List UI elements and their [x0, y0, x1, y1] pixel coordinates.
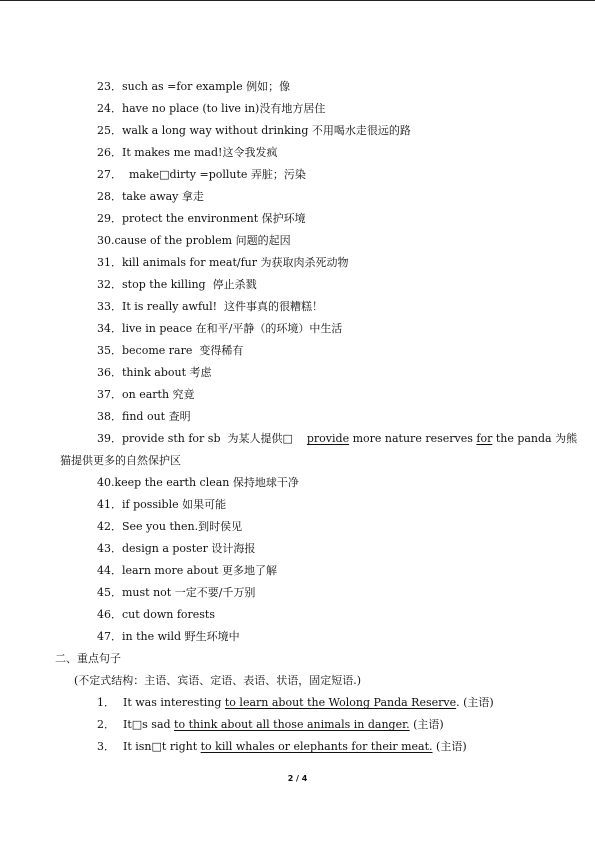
phrase-item: 32．stop the killing 停止杀戮 [97, 278, 257, 291]
phrase-item: 25．walk a long way without drinking 不用喝水走很远的路 [97, 124, 411, 137]
phrase-item: 35．become rare 变得稀有 [97, 344, 244, 357]
phrase-item: 38．find out 查明 [97, 410, 191, 423]
sentence-item: 3． It isn□t right to kill whales or elephants for their meat. (主语) [97, 740, 467, 753]
phrase-item: 40.keep the earth clean 保持地球干净 [97, 476, 299, 489]
section-note: (不定式结构：主语、宾语、定语、表语、状语，固定短语.) [74, 674, 362, 687]
phrase-item: 23．such as =for example 例如；像 [97, 80, 291, 93]
phrase-item: 36．think about 考虑 [97, 366, 212, 379]
phrase-item: 24．have no place (to live in)没有地方居住 [97, 102, 326, 115]
section-heading: 二、重点句子 [55, 652, 121, 665]
phrase-item: 26．It makes me mad!这令我发疯 [97, 146, 278, 159]
top-rule [0, 0, 595, 1]
phrase-item: 37．on earth 究竟 [97, 388, 195, 401]
phrase-item: 43．design a poster 设计海报 [97, 542, 256, 555]
sentence-item: 2． It□s sad to think about all those animals in danger. (主语) [97, 718, 444, 731]
phrase-item: 45．must not 一定不要/千万别 [97, 586, 256, 599]
phrase-item: 28．take away 拿走 [97, 190, 204, 203]
sentence-item: 1． It was interesting to learn about the Wolong Panda Reserve. (主语) [97, 696, 494, 709]
phrase-item: 30.cause of the problem 问题的起因 [97, 234, 291, 247]
phrase-item: 27． make□dirty =pollute 弄脏；污染 [97, 168, 306, 181]
phrase-item: 33．It is really awful! 这件事真的很糟糕！ [97, 300, 324, 313]
phrase-item: 31．kill animals for meat/fur 为获取肉杀死动物 [97, 256, 349, 269]
page-number: 2 / 4 [287, 774, 308, 783]
document-body [0, 76, 595, 758]
phrase-item: 41．if possible 如果可能 [97, 498, 227, 511]
phrase-item: 34．live in peace 在和平/平静（的环境）中生活 [97, 322, 343, 335]
phrase-item: 44．learn more about 更多地了解 [97, 564, 277, 577]
phrase-item-39: 39．provide sth for sb 为某人提供□ provide more nature reserves for the panda 为熊 [97, 432, 578, 445]
phrase-item: 42．See you then.到时侯见 [97, 520, 243, 533]
phrase-item-39-wrap: 猫提供更多的自然保护区 [60, 454, 181, 467]
phrase-item: 46．cut down forests [97, 608, 215, 621]
phrase-item: 29．protect the environment 保护环境 [97, 212, 306, 225]
phrase-item: 47．in the wild 野生环境中 [97, 630, 240, 643]
